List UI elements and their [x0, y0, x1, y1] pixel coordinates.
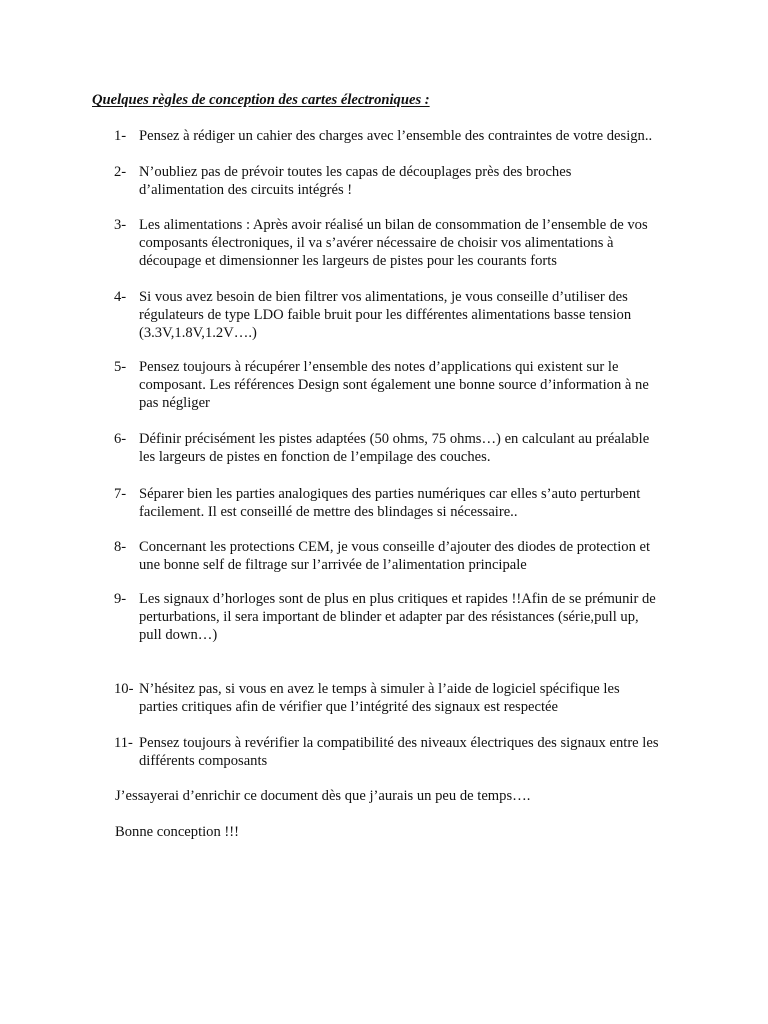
list-item-number: 2- — [114, 164, 127, 180]
list-item-number: 5- — [114, 359, 127, 375]
closing-paragraph: J’essayerai d’enrichir ce document dès que j’aurais un peu de temps…. — [115, 788, 531, 804]
list-item-text: Pensez toujours à récupérer l’ensemble des notes d’applications qui existent sur le composant. Les références Design sont également une bonne source d’information à ne pas négliger — [139, 359, 649, 411]
list-item-4 — [114, 288, 660, 342]
list-item-text: Les signaux d’horloges sont de plus en plus critiques et rapides !!Afin de se prémunir de perturbations, il sera important de blinder et adapter par des résistances (série,pull up, pull down…) — [139, 591, 656, 643]
list-item-2 — [114, 163, 660, 199]
list-item-3 — [114, 216, 660, 270]
document-title: Quelques règles de conception des cartes électroniques : — [92, 92, 430, 108]
list-item-text: Concernant les protections CEM, je vous conseille d’ajouter des diodes de protection et une bonne self de filtrage sur l’arrivée de l’alimentation principale — [139, 539, 651, 573]
list-item-text: Définir précisément les pistes adaptées (50 ohms, 75 ohms…) en calculant au préalable les largeurs de pistes en fonction de l’empilage des couches. — [139, 431, 650, 465]
list-item-text: Séparer bien les parties analogiques des parties numériques car elles s’auto perturbent facilement. Il est conseillé de mettre des blindages si nécessaire.. — [139, 486, 641, 520]
list-item-text: Si vous avez besoin de bien filtrer vos alimentations, je vous conseille d’utiliser des régulateurs de type LDO faible bruit pour les différentes alimentations basse tension (3.3V,1.8V,1.2V….) — [139, 289, 632, 341]
list-item-5 — [114, 358, 660, 412]
list-item-text: N’hésitez pas, si vous en avez le temps à simuler à l’aide de logiciel spécifique les parties critiques afin de vérifier que l’intégrité des signaux est respectée — [139, 681, 620, 715]
list-item-11 — [114, 734, 660, 770]
list-item-number: 4- — [114, 289, 127, 305]
list-item-number: 8- — [114, 539, 127, 555]
list-item-number: 10- — [114, 681, 134, 697]
list-item-7 — [114, 485, 660, 521]
list-item-number: 11- — [114, 735, 133, 751]
list-item-text: Pensez à rédiger un cahier des charges avec l’ensemble des contraintes de votre design.. — [139, 128, 653, 144]
list-item-text: Les alimentations : Après avoir réalisé un bilan de consommation de l’ensemble de vos composants électroniques, il va s’avérer nécessaire de choisir vos alimentations à découpage et dimensionner les largeurs de pistes pour les courants forts — [139, 217, 648, 269]
list-item-10 — [114, 680, 660, 716]
list-item-number: 9- — [114, 591, 127, 607]
list-item-8 — [114, 538, 660, 574]
list-item-number: 1- — [114, 128, 127, 144]
list-item-1 — [114, 127, 660, 145]
list-item-number: 6- — [114, 431, 127, 447]
list-item-number: 7- — [114, 486, 127, 502]
list-item-number: 3- — [114, 217, 127, 233]
signoff-paragraph: Bonne conception !!! — [115, 824, 240, 840]
list-item-text: N’oubliez pas de prévoir toutes les capas de découplages près des broches d’alimentation des circuits intégrés ! — [139, 164, 572, 198]
list-item-6 — [114, 430, 660, 466]
list-item-text: Pensez toujours à revérifier la compatibilité des niveaux électriques des signaux entre les différents composants — [139, 735, 659, 769]
list-item-9 — [114, 590, 660, 644]
